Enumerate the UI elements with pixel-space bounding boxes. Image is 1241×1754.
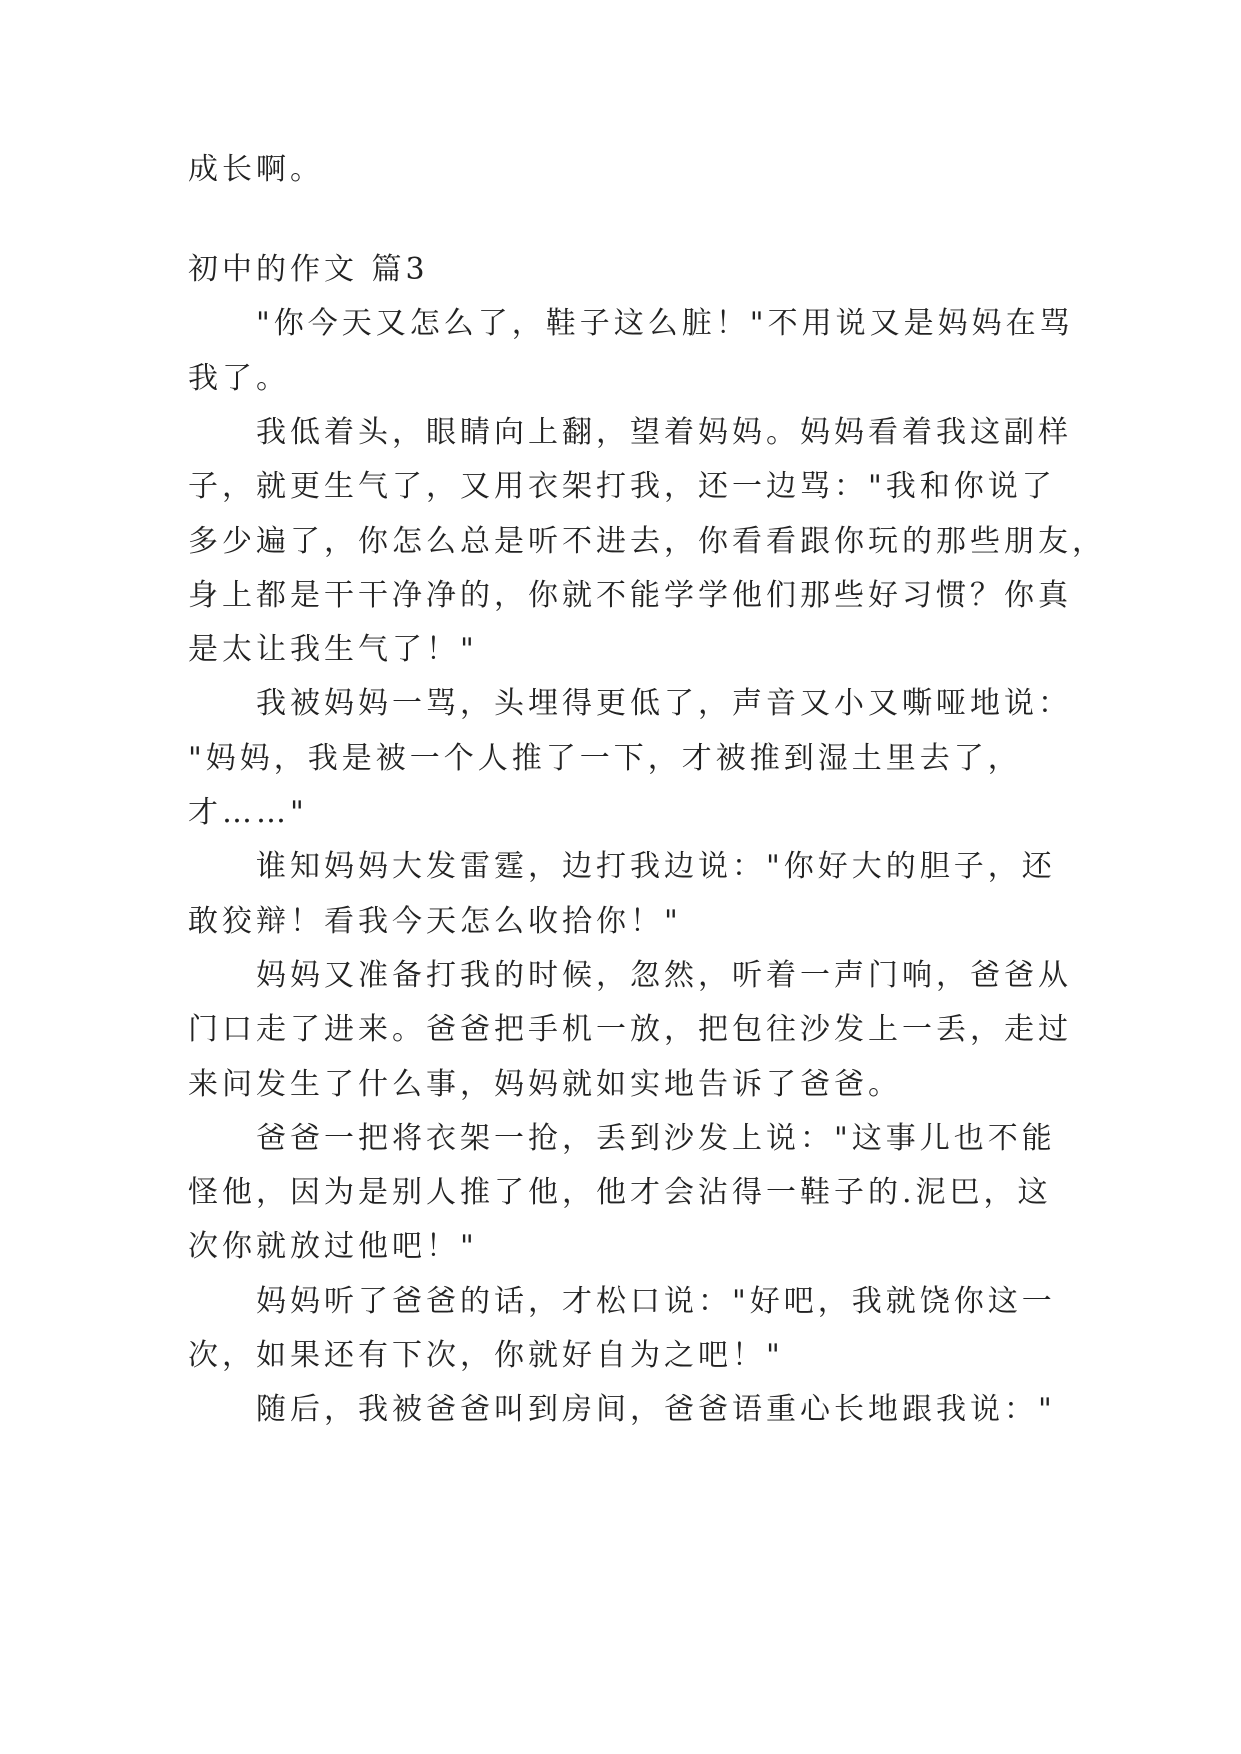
paragraph-line: 随后，我被爸爸叫到房间，爸爸语重心长地跟我说：" [256, 1392, 1056, 1427]
paragraph-line: 妈妈听了爸爸的话，才松口说："好吧，我就饶你这一 [256, 1284, 1056, 1319]
paragraph-line: "你今天又怎么了，鞋子这么脏！"不用说又是妈妈在骂 [256, 306, 1074, 341]
paragraph-line: 我了。 [188, 361, 290, 396]
paragraph-line: 敢狡辩！看我今天怎么收拾你！" [188, 904, 682, 939]
paragraph-line: 多少遍了，你怎么总是听不进去，你看看跟你玩的那些朋友， [188, 524, 1106, 559]
paragraph-line: 门口走了进来。爸爸把手机一放，把包往沙发上一丢，走过 [188, 1012, 1072, 1047]
paragraph-line: 爸爸一把将衣架一抢，丢到沙发上说："这事儿也不能 [256, 1121, 1056, 1156]
paragraph-line: 我被妈妈一骂，头埋得更低了，声音又小又嘶哑地说： [256, 686, 1072, 721]
paragraph-line: 怪他，因为是别人推了他，他才会沾得一鞋子的.泥巴，这 [188, 1175, 1052, 1210]
section-heading: 初中的作文 篇3 [188, 252, 429, 287]
paragraph-line: "妈妈，我是被一个人推了一下，才被推到湿土里去了， [188, 741, 1022, 776]
paragraph-line: 次你就放过他吧！" [188, 1229, 478, 1264]
paragraph-line: 身上都是干干净净的，你就不能学学他们那些好习惯？你真 [188, 578, 1072, 613]
paragraph-line: 来问发生了什么事，妈妈就如实地告诉了爸爸。 [188, 1067, 902, 1102]
paragraph-line: 才……" [188, 795, 308, 830]
paragraph-line: 谁知妈妈大发雷霆，边打我边说："你好大的胆子，还 [256, 849, 1056, 884]
paragraph-line: 妈妈又准备打我的时候，忽然，听着一声门响，爸爸从 [256, 958, 1072, 993]
paragraph-line: 我低着头，眼睛向上翻，望着妈妈。妈妈看着我这副样 [256, 415, 1072, 450]
paragraph-line: 子，就更生气了，又用衣架打我，还一边骂："我和你说了 [188, 469, 1056, 504]
paragraph-line: 是太让我生气了！" [188, 632, 478, 667]
text-line: 成长啊。 [188, 152, 324, 187]
paragraph-line: 次，如果还有下次，你就好自为之吧！" [188, 1338, 784, 1373]
